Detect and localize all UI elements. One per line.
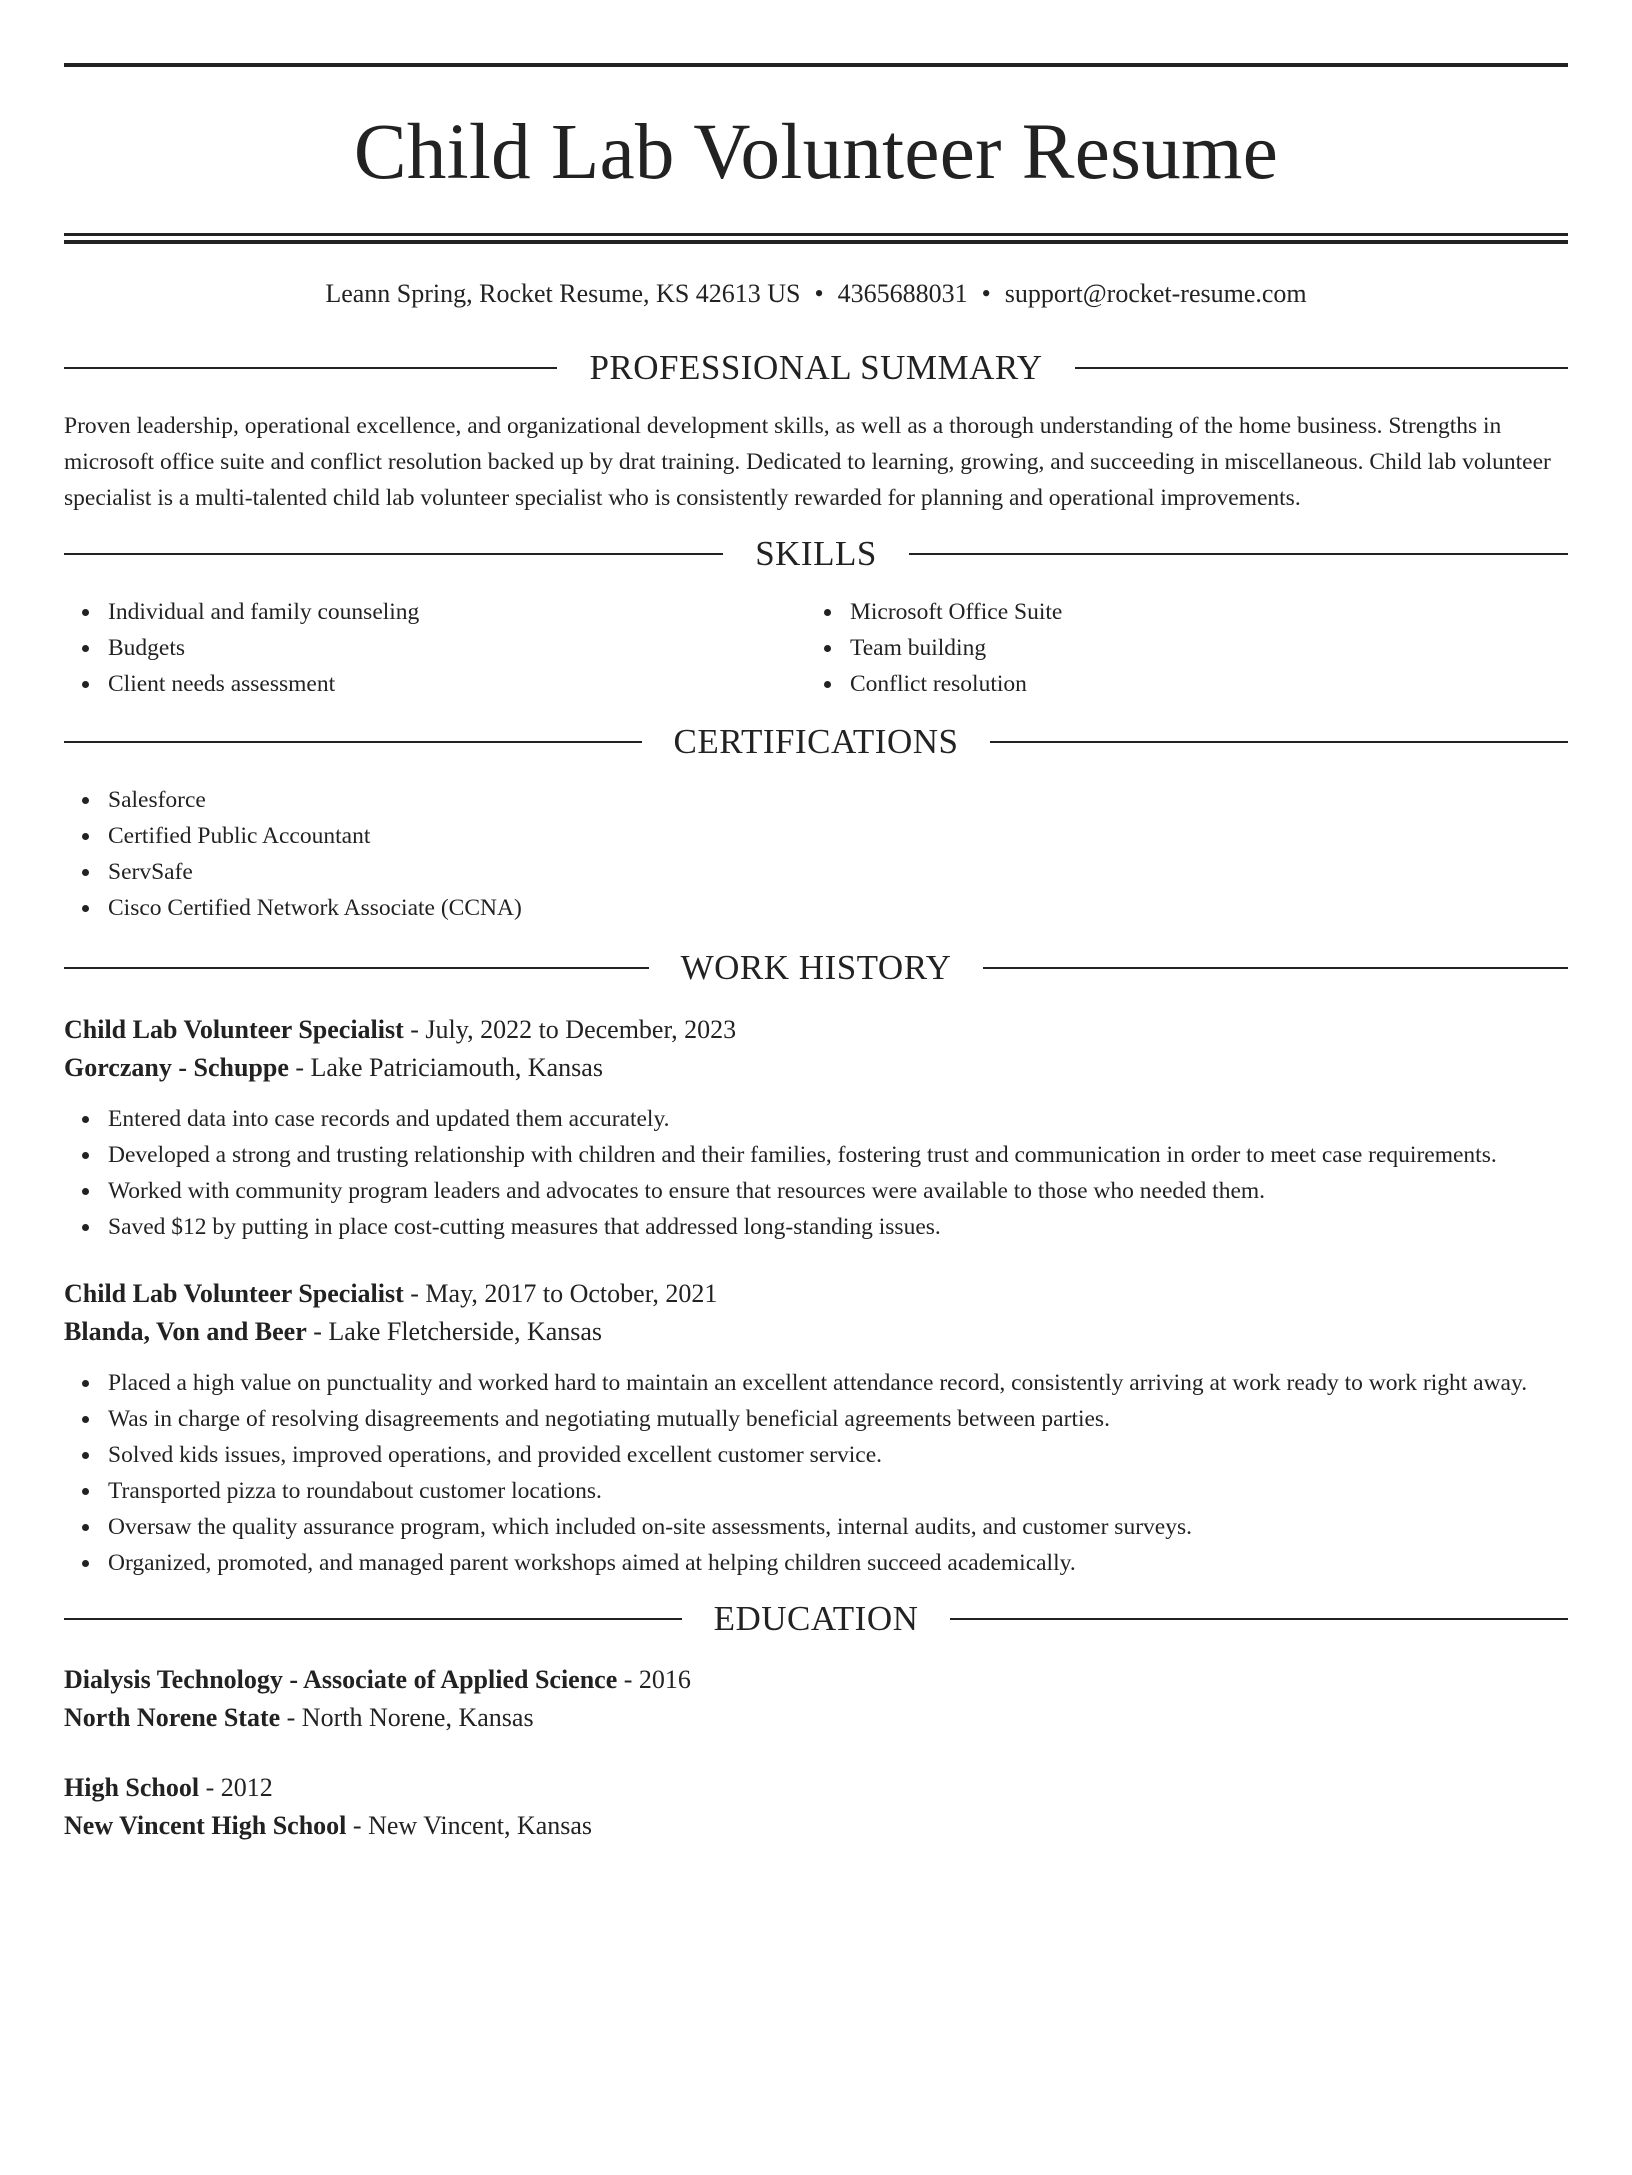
education-school: New Vincent High School [64,1811,347,1840]
contact-separator: • [814,279,824,308]
title-double-rule [64,233,1568,244]
certifications-list [64,782,1568,926]
job-title-line [64,1275,1568,1313]
job-entry [64,1275,1568,1581]
skill-item: Client needs assessment [64,666,806,702]
heading-rule [950,1618,1568,1620]
heading-rule [64,553,723,555]
job-duty-item: Worked with community program leaders and advocates to ensure that resources were available to those who needed them. [64,1173,1568,1209]
job-dates: - July, 2022 to December, 2023 [403,1015,737,1044]
job-entry [64,1011,1568,1245]
top-rule [64,63,1568,67]
job-title-line [64,1011,1568,1049]
heading-rule [990,741,1568,743]
skills-list [64,594,1568,702]
job-duty-item: Entered data into case records and updated them accurately. [64,1101,1568,1137]
heading-rule [1075,367,1568,369]
skills-heading-label: SKILLS [755,534,877,573]
job-duty-item: Was in charge of resolving disagreements and negotiating mutually beneficial agreements between parties. [64,1401,1568,1437]
education-year: - 2016 [617,1665,691,1694]
heading-rule [983,967,1568,969]
heading-rule [64,741,642,743]
certification-item: ServSafe [64,854,1568,890]
job-title: Child Lab Volunteer Specialist [64,1015,404,1044]
page-title: Child Lab Volunteer Resume [353,109,1279,196]
education-degree-line [64,1769,1568,1807]
contact-line [64,278,1568,310]
job-duties-list [64,1365,1568,1581]
summary-section-heading [64,348,1568,388]
education-section-heading [64,1599,1568,1639]
contact-email: support@rocket-resume.com [1004,279,1307,308]
job-duties-list [64,1101,1568,1245]
education-heading-label: EDUCATION [713,1599,919,1638]
education-school-line [64,1699,1568,1737]
job-dates: - May, 2017 to October, 2021 [403,1279,718,1308]
job-employer-line [64,1049,1568,1087]
skill-item: Team building [806,630,1548,666]
education-location: - New Vincent, Kansas [346,1811,593,1840]
skill-item: Conflict resolution [806,666,1548,702]
job-title: Child Lab Volunteer Specialist [64,1279,404,1308]
heading-rule [64,367,557,369]
contact-separator: • [981,279,991,308]
summary-text: Proven leadership, operational excellence, and organizational development skills, as well as a thorough understanding of the home business. Strengths in microsoft office suite and conflict resolution backed up by drat training. Dedicated to learning, growing, and succeeding in miscellaneous. Child lab volunteer specialist is a multi-talented child lab volunteer specialist who is consistently rewarded for planning and operational improvements. [64,413,1551,511]
education-school-line [64,1807,1568,1845]
job-duty-item: Placed a high value on punctuality and worked hard to maintain an excellent attendance record, consistently arriving at work ready to work right away. [64,1365,1568,1401]
job-duty-item: Developed a strong and trusting relationship with children and their families, fostering trust and communication in order to meet case requirements. [64,1137,1568,1173]
certifications-section-heading [64,722,1568,762]
education-degree: Dialysis Technology - Associate of Applied Science [64,1665,618,1694]
job-duty-item: Saved $12 by putting in place cost-cutting measures that addressed long-standing issues. [64,1209,1568,1245]
work-section-heading [64,948,1568,988]
skills-section-heading [64,534,1568,574]
job-employer-line [64,1313,1568,1351]
job-duty-item: Oversaw the quality assurance program, which included on-site assessments, internal audits, and customer surveys. [64,1509,1568,1545]
summary-heading-label: PROFESSIONAL SUMMARY [589,348,1043,387]
job-duty-item: Solved kids issues, improved operations, and provided excellent customer service. [64,1437,1568,1473]
certifications-heading-label: CERTIFICATIONS [673,722,959,761]
education-year: - 2012 [199,1773,273,1802]
skill-item: Budgets [64,630,806,666]
resume-page [0,63,1632,2175]
education-degree-line [64,1661,1568,1699]
skills-column-right [806,594,1548,702]
education-location: - North Norene, Kansas [280,1703,534,1732]
work-heading-label: WORK HISTORY [680,948,952,987]
education-degree: High School [64,1773,200,1802]
certification-item: Salesforce [64,782,1568,818]
skill-item: Individual and family counseling [64,594,806,630]
certification-item: Certified Public Accountant [64,818,1568,854]
education-school: North Norene State [64,1703,281,1732]
job-duty-item: Organized, promoted, and managed parent workshops aimed at helping children succeed academically. [64,1545,1568,1581]
heading-rule [64,1618,682,1620]
job-employer: Blanda, Von and Beer [64,1317,307,1346]
skill-item: Microsoft Office Suite [806,594,1548,630]
job-location: - Lake Patriciamouth, Kansas [288,1053,603,1082]
job-duty-item: Transported pizza to roundabout customer locations. [64,1473,1568,1509]
contact-phone: 4365688031 [837,279,968,308]
heading-rule [64,967,649,969]
certification-item: Cisco Certified Network Associate (CCNA) [64,890,1568,926]
skills-column-left [64,594,806,702]
heading-rule [909,553,1568,555]
contact-address: Leann Spring, Rocket Resume, KS 42613 US [325,279,801,308]
job-location: - Lake Fletcherside, Kansas [306,1317,603,1346]
education-entry [64,1661,1568,1737]
education-entry [64,1769,1568,1845]
job-employer: Gorczany - Schuppe [64,1053,289,1082]
